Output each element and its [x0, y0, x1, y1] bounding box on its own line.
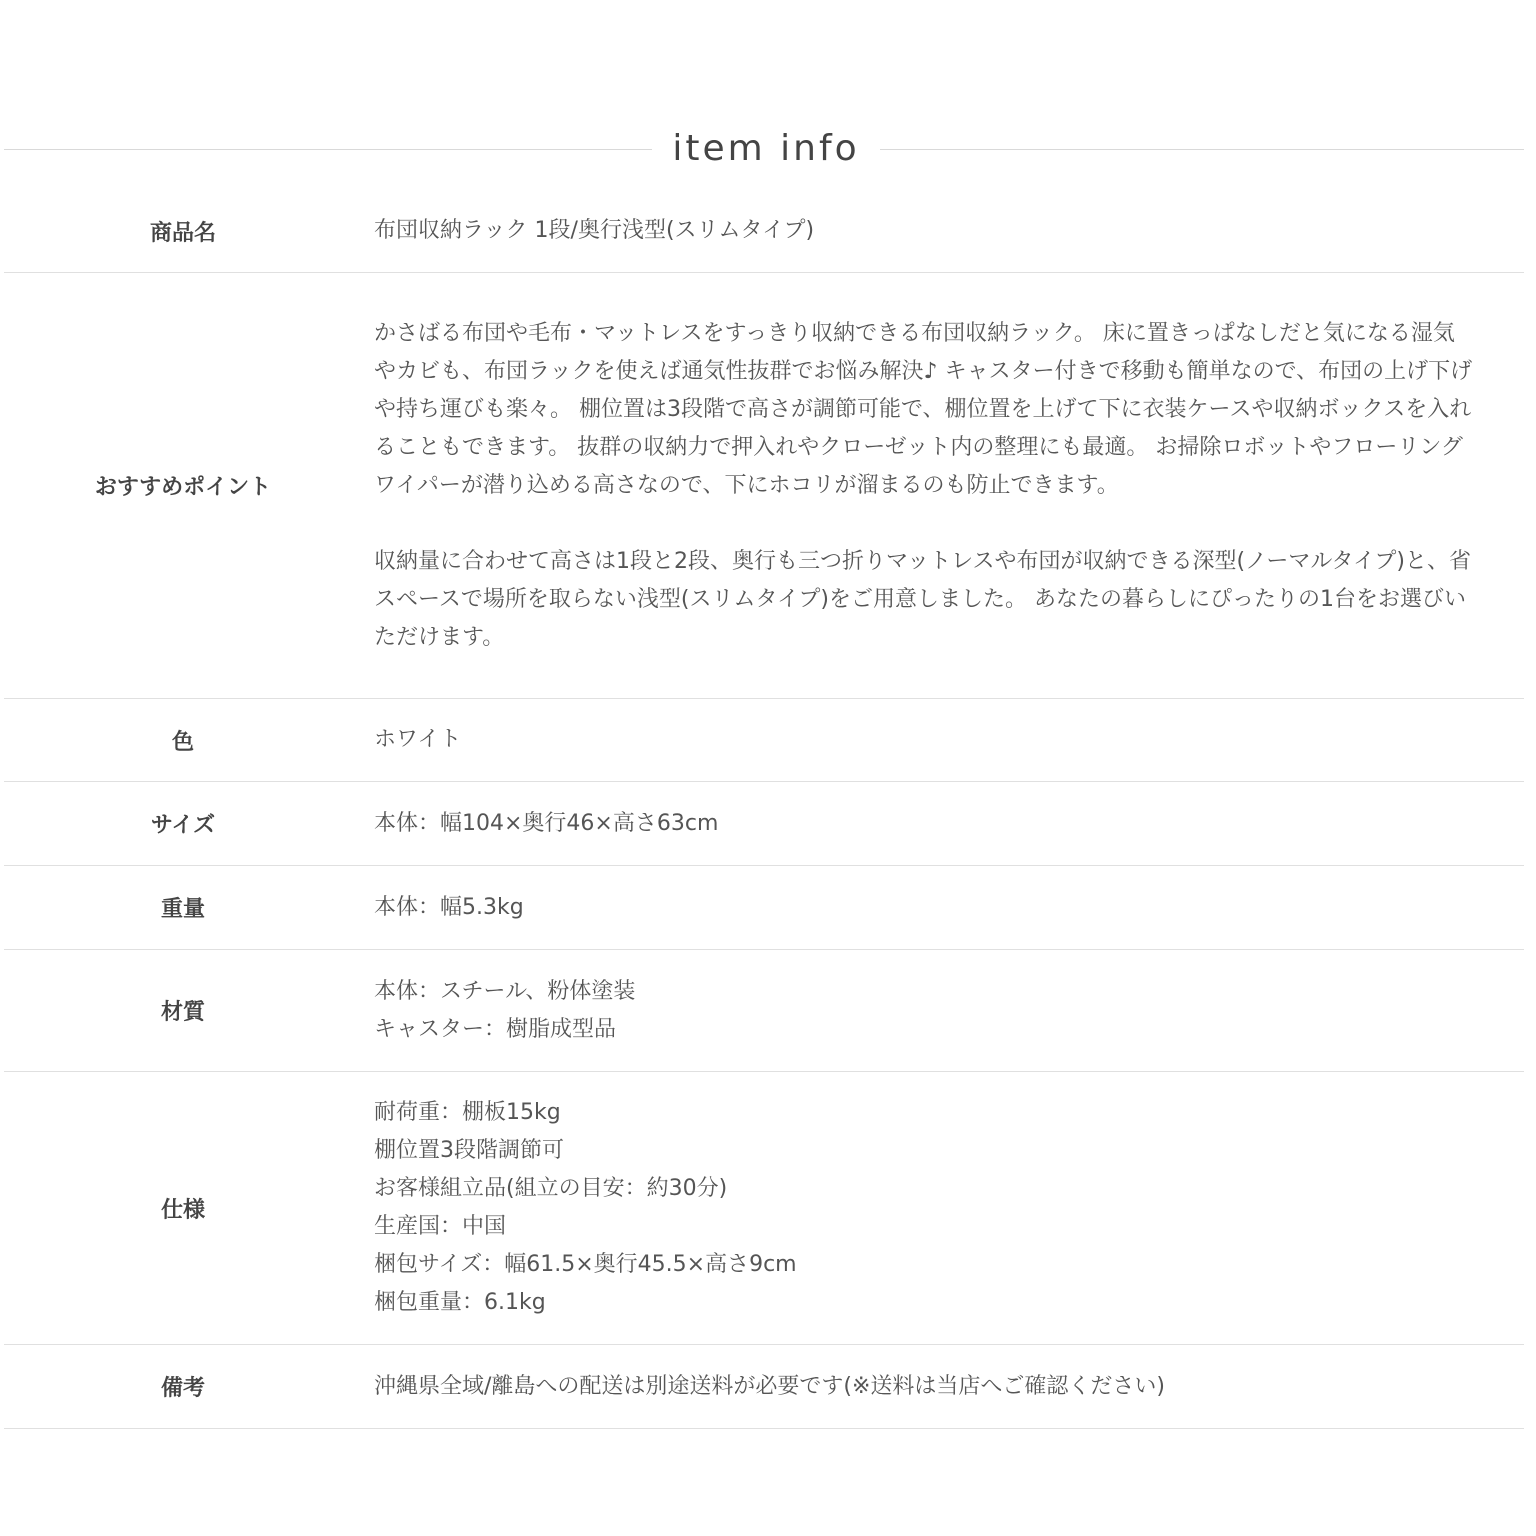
row-size: [4, 782, 1524, 866]
row-label: 重量: [160, 897, 205, 922]
value-line: 本体：幅5.3kg: [374, 894, 524, 920]
row-recommend-points: [4, 273, 1524, 699]
row-value: [362, 950, 1524, 1071]
value-line: お客様組立品(組立の目安：約30分): [374, 1176, 728, 1201]
paragraph-gap: [374, 505, 1474, 543]
value-line: 本体：幅104×奥行46×高さ63cm: [374, 810, 719, 836]
section-title: item info: [672, 128, 860, 169]
row-label: 仕様: [160, 1197, 205, 1223]
row-material: [4, 950, 1524, 1072]
row-value: [362, 1345, 1524, 1428]
row-label: おすすめポイント: [94, 475, 272, 500]
value-line: キャスター：樹脂成型品: [374, 1016, 617, 1042]
row-value: [362, 782, 1524, 865]
row-notes: [4, 1345, 1524, 1429]
value-line: 耐荷重：棚板15kg: [374, 1100, 561, 1125]
value-line: 梱包サイズ：幅61.5×奥行45.5×高さ9cm: [374, 1252, 797, 1277]
value-line: 生産国：中国: [374, 1214, 507, 1239]
row-value: [362, 699, 1524, 781]
value-line: 棚位置3段階調節可: [374, 1138, 564, 1163]
section-header: [0, 118, 1536, 180]
row-value: [362, 273, 1524, 698]
row-value: [362, 190, 1524, 272]
row-label: 商品名: [149, 220, 216, 246]
row-value: [362, 866, 1524, 949]
row-color: [4, 699, 1524, 782]
row-label: 色: [171, 729, 194, 755]
header-divider-right: [880, 149, 1524, 150]
row-product-name: [4, 190, 1524, 273]
row-label: 備考: [160, 1376, 205, 1401]
row-label: サイズ: [150, 813, 216, 838]
row-specs: [4, 1072, 1524, 1345]
value-paragraph: 収納量に合わせて高さは1段と2段、奥行も三つ折りマットレスや布団が収納できる深型(ノーマルタイプ)と、省スペースで場所を取らない浅型(スリムタイプ)をご用意しました。 あなたの暮らしにぴったりの1台をお選びいただけます。: [374, 548, 1471, 650]
value-line: 梱包重量：6.1kg: [374, 1290, 546, 1315]
row-label: 材質: [160, 1000, 205, 1025]
row-value: [362, 1072, 1524, 1344]
value-line: 布団収納ラック 1段/奥行浅型(スリムタイプ): [374, 218, 815, 243]
value-line: ホワイト: [374, 727, 462, 752]
row-weight: [4, 866, 1524, 950]
item-info-table: [4, 190, 1524, 1429]
value-paragraph: かさばる布団や毛布・マットレスをすっきり収納できる布団収納ラック。 床に置きっぱなしだと気になる湿気やカビも、布団ラックを使えば通気性抜群でお悩み解決♪ キャスター付きで移動も簡単なので、布団の上げ下げや持ち運びも楽々。 棚位置は3段階で高さが調節可能で、棚位置を上げて下に衣装ケースや収納ボックスを入れることもできます。 抜群の収納力で押入れやクローゼット内の整理にも最適。 お掃除ロボットやフローリングワイパーが潜り込める高さなので、下にホコリが溜まるのも防止できます。: [374, 320, 1473, 498]
value-line: 沖縄県全域/離島への配送は別途送料が必要です(※送料は当店へご確認ください): [374, 1373, 1166, 1399]
value-line: 本体：スチール、粉体塗装: [374, 978, 636, 1004]
header-divider-left: [4, 149, 652, 150]
